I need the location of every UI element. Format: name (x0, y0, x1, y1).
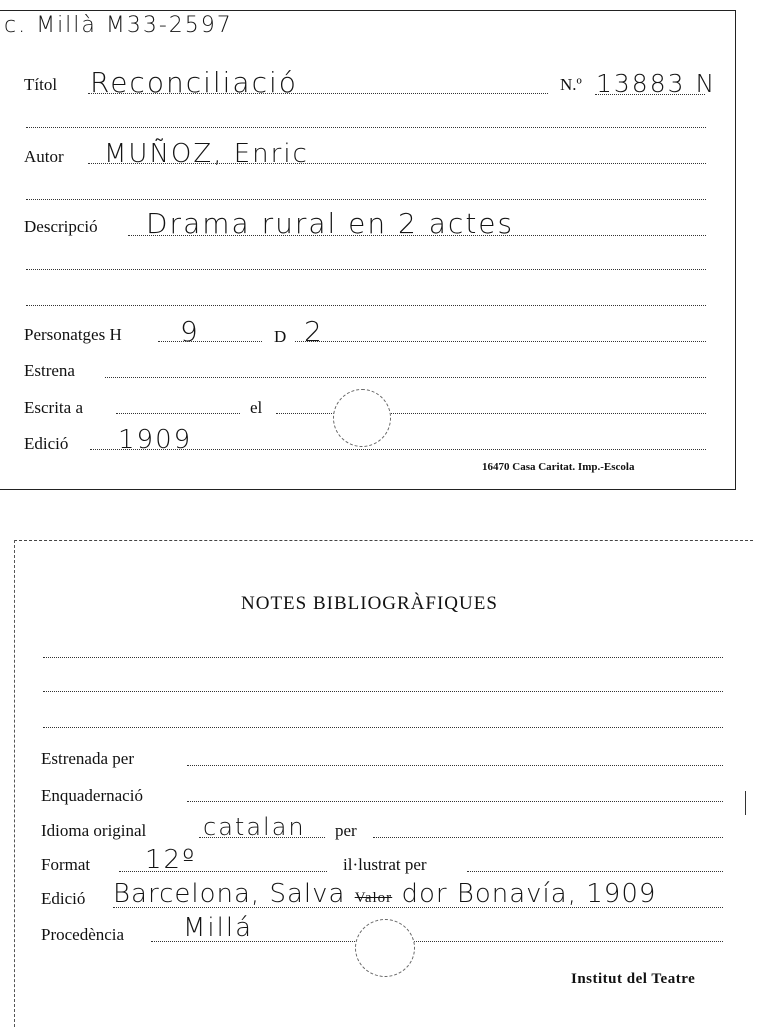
descripcio-label: Descripció (24, 217, 98, 236)
format-value: 12º (145, 845, 197, 875)
procedencia-label: Procedència (41, 925, 125, 944)
procedencia-line (151, 941, 723, 942)
edicio-value: 1909 (118, 425, 193, 455)
edicio-label: Edició (24, 434, 69, 453)
personatges-label: Personatges H (24, 325, 122, 344)
edicio-back-value-a: Barcelona, Salva (113, 879, 346, 909)
dones-value: 2 (304, 315, 324, 348)
institution-name: Institut del Teatre (571, 971, 696, 987)
notes-line-1 (43, 657, 723, 658)
illustrat-line (467, 871, 723, 872)
notes-line-2 (43, 691, 723, 692)
notes-line-3 (43, 727, 723, 728)
homes-value: 9 (180, 315, 200, 348)
titol-value: Reconciliació (90, 66, 298, 99)
descripcio-line-3 (26, 305, 706, 306)
idioma-value: catalan (203, 813, 306, 841)
homes-line (158, 341, 262, 342)
edicio-line (90, 449, 706, 450)
punch-hole-front (333, 389, 391, 447)
idioma-per-line (373, 837, 723, 838)
printer-note: 16470 Casa Caritat. Imp.-Escola (482, 461, 635, 473)
format-line (119, 871, 327, 872)
num-line (595, 94, 705, 95)
el-label: el (250, 398, 263, 417)
enquadernacio-line (187, 801, 723, 802)
escrita-label: Escrita a (24, 398, 83, 417)
right-edge-mark (745, 791, 746, 815)
autor-value: MUÑOZ, Enric (104, 139, 309, 169)
punch-hole-back (355, 919, 415, 977)
reference-note: c. Millà M33-2597 (4, 13, 233, 38)
descripcio-value: Drama rural en 2 actes (146, 207, 515, 240)
edicio-back-value (113, 879, 656, 909)
estrena-label: Estrena (24, 361, 75, 380)
num-label: N.º (560, 75, 582, 94)
back-card (14, 540, 753, 1027)
front-card (0, 10, 736, 490)
titol-line-2 (26, 127, 706, 128)
autor-line-2 (26, 199, 706, 200)
idioma-per-label: per (335, 821, 357, 840)
illustrat-label: il·lustrat per (343, 855, 427, 874)
dones-line (295, 341, 706, 342)
descripcio-line (128, 235, 706, 236)
edicio-back-struck: Valor (354, 890, 393, 906)
estrenada-label: Estrenada per (41, 749, 134, 768)
idioma-label: Idioma original (41, 821, 147, 840)
escrita-line (116, 413, 240, 414)
bibliographic-heading: NOTES BIBLIOGRÀFIQUES (241, 593, 498, 614)
autor-line (88, 163, 706, 164)
estrenada-line (187, 765, 723, 766)
idioma-line (199, 837, 325, 838)
procedencia-value: Millá (183, 913, 254, 943)
edicio-back-label: Edició (41, 889, 86, 908)
autor-label: Autor (24, 147, 64, 166)
estrena-line (105, 377, 706, 378)
dones-label: D (274, 327, 287, 346)
descripcio-line-2 (26, 269, 706, 270)
format-label: Format (41, 855, 91, 874)
edicio-back-line (113, 907, 723, 908)
titol-label: Títol (24, 75, 58, 94)
titol-line (88, 93, 548, 94)
enquadernacio-label: Enquadernació (41, 786, 143, 805)
edicio-back-value-b: dor Bonavía, 1909 (401, 879, 657, 909)
num-value: 13883 N (596, 69, 717, 98)
